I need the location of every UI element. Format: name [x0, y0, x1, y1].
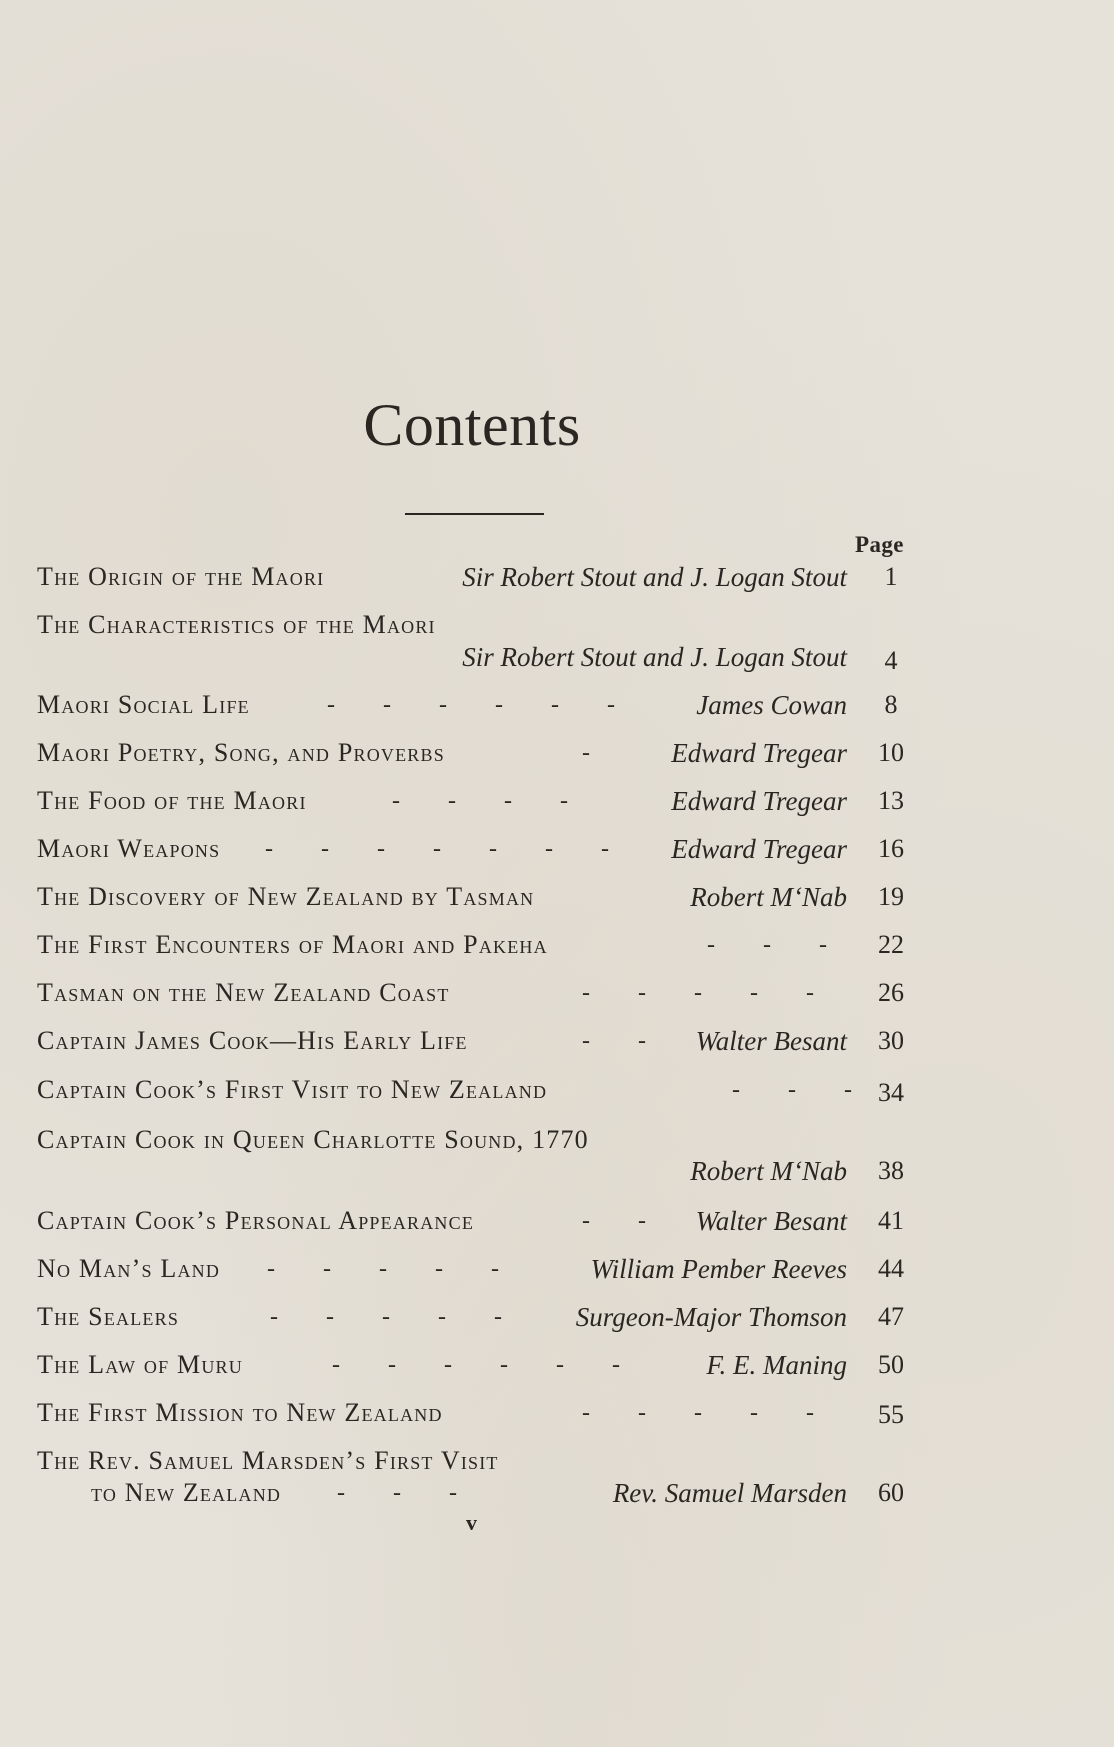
leader-dots: - - - - -: [582, 1400, 814, 1426]
leader-dots: - - - - - -: [327, 692, 615, 718]
leader-dots: - - - - -: [267, 1256, 499, 1282]
entry-title: Captain James Cook—His Early Life: [37, 1026, 468, 1055]
leader-dots: - - -: [707, 932, 827, 958]
entry-title-continued: to New Zealand: [91, 1478, 282, 1507]
entry-page: 60: [878, 1478, 904, 1507]
entry-page: 26: [878, 978, 904, 1007]
entry-title: The Characteristics of the Maori: [37, 610, 436, 639]
entry-page: 19: [878, 882, 904, 911]
toc-entry: [37, 1026, 915, 1066]
entry-author: Robert M‘Nab: [690, 882, 847, 912]
toc-entry: [37, 1350, 915, 1390]
entry-title: The Law of Muru: [37, 1350, 243, 1379]
toc-entry: [37, 882, 915, 922]
entry-title: Captain Cook in Queen Charlotte Sound, 1770: [37, 1125, 589, 1154]
toc-entry: [37, 978, 915, 1018]
leader-dots: - - - - - -: [332, 1352, 620, 1378]
leader-dots: - - -: [337, 1480, 457, 1506]
entry-author: Rev. Samuel Marsden: [612, 1478, 847, 1508]
entry-title: The Discovery of New Zealand by Tasman: [37, 882, 535, 911]
leader-dots: - -: [582, 1208, 646, 1234]
toc-entry: [37, 1206, 915, 1246]
entry-page: 8: [884, 690, 898, 719]
page-column-label: Page: [855, 532, 904, 557]
entry-title: The First Mission to New Zealand: [37, 1398, 443, 1427]
entry-author: Edward Tregear: [671, 834, 847, 864]
leader-dots: - - - -: [392, 788, 568, 814]
entry-page: 13: [878, 786, 904, 815]
entry-title: The Sealers: [37, 1302, 180, 1331]
toc-entry: [37, 834, 915, 874]
toc-entry: [37, 786, 915, 826]
toc-entry: [37, 1398, 915, 1438]
page-folio: v: [466, 1510, 477, 1535]
leader-dots: - -: [582, 1028, 646, 1054]
title-rule: [405, 513, 544, 515]
entry-title: Maori Social Life: [37, 690, 250, 719]
entry-author: Edward Tregear: [671, 738, 847, 768]
entry-page: 50: [878, 1350, 904, 1379]
entry-author: Surgeon-Major Thomson: [575, 1302, 847, 1332]
leader-dots: - - - - -: [270, 1304, 502, 1330]
toc-entry: [37, 1302, 915, 1342]
entry-author: Robert M‘Nab: [690, 1156, 847, 1186]
entry-page: 22: [878, 930, 904, 959]
entry-author: James Cowan: [696, 690, 847, 720]
entry-title: The Rev. Samuel Marsden’s First Visit: [37, 1446, 499, 1475]
entry-author: Walter Besant: [695, 1026, 847, 1056]
entry-page: 41: [878, 1206, 904, 1235]
entry-author: F. E. Maning: [706, 1350, 847, 1380]
entry-page: 38: [878, 1156, 904, 1185]
leader-dots: -: [582, 740, 590, 766]
toc-entry-continued: [37, 642, 915, 682]
toc-entry: [37, 1254, 915, 1294]
entry-page: 30: [878, 1026, 904, 1055]
entry-title: Maori Weapons: [37, 834, 221, 863]
entry-page: 10: [878, 738, 904, 767]
entry-title: The First Encounters of Maori and Pakeha: [37, 930, 548, 959]
entry-author: Walter Besant: [695, 1206, 847, 1236]
entry-page: 16: [878, 834, 904, 863]
entry-title: Captain Cook’s First Visit to New Zealand: [37, 1075, 548, 1104]
page-title: Contents: [363, 392, 581, 458]
toc-entry: [37, 1075, 915, 1115]
entry-page: 1: [884, 562, 898, 591]
entry-title: The Origin of the Maori: [37, 562, 325, 591]
toc-entry: [37, 562, 915, 602]
entry-title: No Man’s Land: [37, 1254, 221, 1283]
toc-entry: [37, 930, 915, 970]
entry-page: 55: [878, 1400, 904, 1429]
entry-author: Edward Tregear: [671, 786, 847, 816]
entry-title: Tasman on the New Zealand Coast: [37, 978, 450, 1007]
entry-page: 47: [878, 1302, 904, 1331]
entry-page: 44: [878, 1254, 904, 1283]
entry-page: 4: [884, 646, 898, 675]
toc-entry: [37, 690, 915, 730]
entry-title: Captain Cook’s Personal Appearance: [37, 1206, 475, 1235]
leader-dots: - - -: [732, 1077, 852, 1103]
toc-entry-continued: [37, 1156, 915, 1196]
entry-author: Sir Robert Stout and J. Logan Stout: [462, 562, 847, 592]
entry-title: The Food of the Maori: [37, 786, 307, 815]
toc-entry: [37, 738, 915, 778]
leader-dots: - - - - -: [582, 980, 814, 1006]
entry-title: Maori Poetry, Song, and Proverbs: [37, 738, 445, 767]
entry-author: William Pember Reeves: [590, 1254, 847, 1284]
leader-dots: - - - - - - -: [265, 836, 609, 862]
entry-page: 34: [878, 1078, 904, 1107]
entry-author: Sir Robert Stout and J. Logan Stout: [462, 642, 847, 672]
